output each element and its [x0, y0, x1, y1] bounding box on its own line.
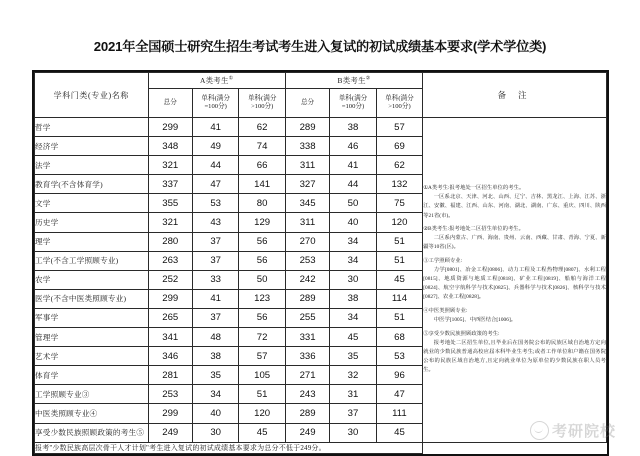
row-subject: 中医类照顾专业④	[35, 404, 149, 423]
remarks-cell	[423, 118, 607, 443]
cell-b-le100: 46	[330, 137, 376, 156]
cell-a-le100: 35	[192, 366, 238, 385]
header-a-le100-line1: 单科(满分	[201, 94, 230, 102]
cell-a-le100: 40	[192, 404, 238, 423]
cell-a-total: 321	[148, 156, 192, 175]
cell-b-le100: 45	[330, 328, 376, 347]
cell-a-gt100: 105	[239, 366, 285, 385]
header-group-a-label: A类考生	[199, 76, 229, 85]
cell-a-le100: 37	[192, 308, 238, 327]
cell-b-le100: 30	[330, 270, 376, 289]
remark-2-body: 二区系内蒙古、广西、海南、贵州、云南、西藏、甘肃、青海、宁夏、新疆等10省(区)。	[423, 235, 606, 251]
table-footnote-row	[35, 442, 607, 453]
remark-note-4	[423, 307, 606, 325]
cell-b-gt100: 62	[376, 156, 422, 175]
remark-3-title: ③工学照顾专业:	[423, 258, 463, 265]
header-a-le100-line2: =100分)	[204, 103, 227, 110]
watermark-text: 考研院校	[551, 423, 616, 440]
header-a-gt100-line2: >100分)	[250, 103, 274, 110]
cell-a-total: 355	[148, 194, 192, 213]
cell-a-total: 299	[148, 289, 192, 308]
cell-b-total: 271	[285, 366, 329, 385]
remark-1-body: 一区系北京、天津、河北、山西、辽宁、吉林、黑龙江、上海、江苏、浙江、安徽、福建、江西、山东、河南、湖北、湖南、广东、重庆、四川、陕西等21省(市)。	[423, 194, 606, 219]
cell-a-gt100: 123	[239, 289, 285, 308]
cell-b-gt100: 53	[376, 347, 422, 366]
cell-a-le100: 49	[192, 137, 238, 156]
cell-b-gt100: 120	[376, 213, 422, 232]
cell-b-total: 345	[285, 194, 329, 213]
cell-b-total: 338	[285, 137, 329, 156]
cell-a-gt100: 57	[239, 347, 285, 366]
cell-b-total: 243	[285, 385, 329, 404]
row-subject: 文学	[35, 194, 149, 213]
header-b-gt100-line2: >100分)	[388, 103, 411, 110]
cell-b-le100: 41	[330, 156, 376, 175]
row-subject: 管理学	[35, 328, 149, 347]
cell-b-gt100: 114	[376, 289, 422, 308]
row-subject: 教育学(不含体育学)	[35, 175, 149, 194]
cell-b-le100: 31	[330, 385, 376, 404]
header-b-total: 总分	[285, 89, 329, 118]
cell-a-total: 348	[148, 137, 192, 156]
cell-b-gt100: 69	[376, 137, 422, 156]
header-group-a-sup: ①	[228, 76, 234, 82]
remark-2-title: ②B类考生:报考地处二区招生单位的考生。	[423, 226, 525, 233]
cell-a-le100: 34	[192, 385, 238, 404]
remark-1-title: ①A类考生:报考地处一区招生单位的考生。	[423, 185, 525, 192]
table-row	[35, 118, 607, 137]
header-a-gt100-line1: 单科(满分	[247, 94, 277, 102]
cell-b-le100: 38	[330, 118, 376, 137]
cell-b-total: 270	[285, 232, 329, 251]
cell-a-le100: 53	[192, 194, 238, 213]
cell-a-gt100: 129	[239, 213, 285, 232]
cell-a-total: 341	[148, 328, 192, 347]
cell-b-total: 311	[285, 156, 329, 175]
row-subject: 军事学	[35, 308, 149, 327]
row-subject: 工学照顾专业③	[35, 385, 149, 404]
remark-note-3	[423, 257, 606, 303]
cell-a-gt100: 66	[239, 156, 285, 175]
cell-a-gt100: 56	[239, 308, 285, 327]
cell-a-total: 263	[148, 251, 192, 270]
cell-a-gt100: 120	[239, 404, 285, 423]
cell-b-total: 255	[285, 308, 329, 327]
cell-a-total: 299	[148, 404, 192, 423]
cell-b-gt100: 68	[376, 328, 422, 347]
cell-b-gt100: 132	[376, 175, 422, 194]
remark-5-title: ⑤享受少数民族照顾政策的考生:	[423, 330, 500, 337]
cell-a-le100: 41	[192, 118, 238, 137]
cell-a-total: 337	[148, 175, 192, 194]
remark-5-body: 报考地处二区招生单位,且毕业后在国务院公布的民族区域自治地方定向就业的少数民族普通高校应届本科毕业生考生;或者工作单位和户籍在国务院公布的民族区域自治地方,且定向就业单位为原单位的少数民族在职人员考生。	[423, 339, 606, 374]
cell-b-total: 336	[285, 347, 329, 366]
cell-b-gt100: 45	[376, 270, 422, 289]
cell-b-gt100: 96	[376, 366, 422, 385]
cell-a-le100: 43	[192, 213, 238, 232]
cell-b-gt100: 45	[376, 423, 422, 442]
cell-a-total: 281	[148, 366, 192, 385]
header-a-single-le100	[192, 89, 238, 118]
cell-b-total: 242	[285, 270, 329, 289]
cell-b-le100: 34	[330, 308, 376, 327]
cell-b-le100: 34	[330, 232, 376, 251]
remark-3-body: 力学[0801]、冶金工程[0806]、动力工程及工程热物理[0807]、水利工程[0815]、地质资源与地质工程[0818]、矿业工程[0819]、船舶与海洋工程[0824]、航空宇航科学与技术[0825]、兵器科学与技术[0826]、核科学与技术[0827]、农业工程[0828]。	[423, 267, 606, 301]
cell-a-gt100: 45	[239, 423, 285, 442]
cell-b-total: 311	[285, 213, 329, 232]
cell-a-total: 280	[148, 232, 192, 251]
row-subject: 法学	[35, 156, 149, 175]
cell-a-gt100: 62	[239, 118, 285, 137]
header-b-le100-line1: 单科(满分	[338, 94, 368, 102]
cell-a-total: 321	[148, 213, 192, 232]
row-subject: 经济学	[35, 137, 149, 156]
cell-b-gt100: 47	[376, 385, 422, 404]
cell-a-gt100: 51	[239, 385, 285, 404]
cell-b-le100: 38	[330, 289, 376, 308]
cell-b-le100: 40	[330, 213, 376, 232]
cell-a-le100: 41	[192, 289, 238, 308]
cell-b-gt100: 51	[376, 308, 422, 327]
header-group-a	[148, 73, 285, 89]
header-group-b-label: B类考生	[337, 76, 366, 85]
row-subject: 历史学	[35, 213, 149, 232]
cell-a-le100: 38	[192, 347, 238, 366]
header-group-b	[285, 73, 422, 89]
cell-b-total: 289	[285, 289, 329, 308]
cell-b-gt100: 51	[376, 251, 422, 270]
header-a-total: 总分	[148, 89, 192, 118]
cell-b-le100: 30	[330, 423, 376, 442]
cell-a-gt100: 56	[239, 232, 285, 251]
header-remark-col: 备 注	[423, 73, 607, 118]
footnote-text: 报考"少数民族高层次骨干人才计划"考生进入复试的初试成绩基本要求为总分不低于249分。	[35, 442, 423, 453]
cell-b-total: 289	[285, 404, 329, 423]
row-subject: 理学	[35, 232, 149, 251]
cell-a-le100: 48	[192, 328, 238, 347]
remark-4-body: 中医学[1005]、中西医结合[1006]。	[433, 317, 517, 324]
cell-b-le100: 37	[330, 404, 376, 423]
row-subject: 工学(不含工学照顾专业)	[35, 251, 149, 270]
remark-note-2	[423, 225, 606, 252]
cell-a-gt100: 80	[239, 194, 285, 213]
cell-b-total: 327	[285, 175, 329, 194]
cell-b-le100: 32	[330, 366, 376, 385]
cell-b-total: 331	[285, 328, 329, 347]
cell-a-le100: 37	[192, 232, 238, 251]
header-subject-col: 学科门类(专业)名称	[35, 73, 149, 118]
cell-a-gt100: 141	[239, 175, 285, 194]
header-b-single-gt100	[376, 89, 422, 118]
cell-a-le100: 44	[192, 156, 238, 175]
cell-b-total: 253	[285, 251, 329, 270]
row-subject: 农学	[35, 270, 149, 289]
cell-a-total: 252	[148, 270, 192, 289]
row-subject: 哲学	[35, 118, 149, 137]
cell-a-total: 346	[148, 347, 192, 366]
cell-a-gt100: 50	[239, 270, 285, 289]
cell-b-le100: 44	[330, 175, 376, 194]
cell-a-total: 265	[148, 308, 192, 327]
cell-a-gt100: 74	[239, 137, 285, 156]
remark-note-1	[423, 184, 606, 220]
row-subject: 医学(不含中医类照顾专业)	[35, 289, 149, 308]
header-b-gt100-line1: 单科(满分	[385, 94, 414, 102]
cell-a-total: 299	[148, 118, 192, 137]
cell-a-gt100: 56	[239, 251, 285, 270]
row-subject: 体育学	[35, 366, 149, 385]
cell-b-total: 249	[285, 423, 329, 442]
cell-a-le100: 33	[192, 270, 238, 289]
header-a-single-gt100	[239, 89, 285, 118]
cell-b-gt100: 57	[376, 118, 422, 137]
cell-b-gt100: 75	[376, 194, 422, 213]
page-title: 2021年全国硕士研究生招生考试考生进入复试的初试成绩基本要求(学术学位类)	[93, 39, 547, 54]
remark-note-5	[423, 330, 606, 376]
cell-b-le100: 50	[330, 194, 376, 213]
cell-b-le100: 35	[330, 347, 376, 366]
cell-a-total: 253	[148, 385, 192, 404]
cell-a-le100: 37	[192, 251, 238, 270]
cell-a-total: 249	[148, 423, 192, 442]
cell-b-gt100: 51	[376, 232, 422, 251]
header-b-le100-line2: =100分)	[341, 103, 365, 110]
cell-b-le100: 34	[330, 251, 376, 270]
row-subject: 艺术学	[35, 347, 149, 366]
remark-4-title: ④中医类照顾专业:	[423, 308, 468, 315]
row-subject: 享受少数民族照顾政策的考生⑤	[35, 423, 149, 442]
cell-a-le100: 47	[192, 175, 238, 194]
cell-a-le100: 30	[192, 423, 238, 442]
cell-b-total: 289	[285, 118, 329, 137]
cell-b-gt100: 111	[376, 404, 422, 423]
header-b-single-le100	[330, 89, 376, 118]
cell-a-gt100: 72	[239, 328, 285, 347]
table-header-row-1	[35, 73, 607, 89]
score-requirements-table	[32, 70, 609, 456]
header-group-b-sup: ②	[365, 76, 371, 82]
